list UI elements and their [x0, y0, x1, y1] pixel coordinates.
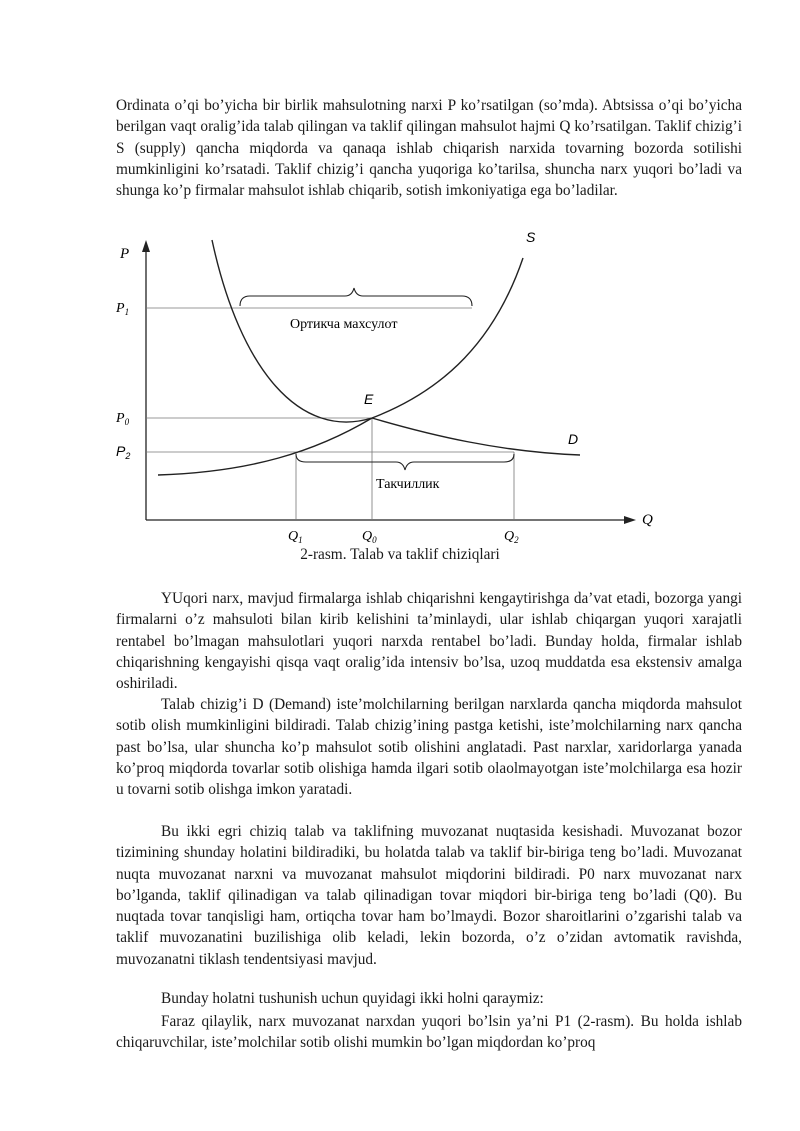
supply-demand-diagram	[100, 229, 680, 545]
shortage-label: Такчиллик	[376, 477, 440, 492]
surplus-label: Ортикча махсулот	[290, 317, 398, 332]
paragraph-suppose: Faraz qilaylik, narx muvozanat narxdan yuqori bo’lsin ya’ni P1 (2-rasm). Bu holda ishlab chiqaruvchilar, iste’molchilar sotib olishi mumkin bo’lgan miqdordan ko’proq	[116, 1013, 742, 1052]
shortage-bracket	[296, 454, 514, 470]
paragraph-demand: Talab chizig’i D (Demand) iste’molchilarning berilgan narxlarda qancha miqdorda mahsulot sotib olish mumkinligini bildiradi. Talab chizig’ining pastga ketishi, iste’molchilarning narx qancha past bo’lsa, ular shuncha ko’p mahsulot sotib olishini anglatadi. Past narxlar, xaridorlarga yanada ko’proq miqdorda tovarlar sotib olishiga hamda ilgari sotib olaolmayotgan iste’molchilarga esa hozir u tovarni sotib olishga imkon yaratadi.	[116, 696, 742, 799]
q1-label: $Q_1$	[288, 529, 303, 545]
demand-curve-visible	[158, 413, 580, 475]
paragraph-two-cases: Bunday holatni tushunish uchun quyidagi ikki holni qaraymiz:	[161, 990, 544, 1007]
surplus-bracket	[240, 288, 472, 306]
axis-p-label: P	[120, 246, 130, 262]
axis-q-label: Q	[642, 512, 653, 528]
demand-curve	[158, 240, 383, 475]
paragraph-intro: Ordinata o’qi bo’yicha bir birlik mahsulotning narxi P ko’rsatilgan (so’mda). Abtsissa o’qi bo’yicha berilgan vaqt oralig’ida talab qilingan va taklif qilingan mahsulot hajmi Q ko’rsatilgan. Taklif chizig’i S (supply) qancha miqdorda va qanaqa ishlab chiqarish narxida tovarning bozorda sotilishi mumkinligini ko’rsatadi. Taklif chizig’i qancha yuqoriga ko’tarilsa, shuncha narx yuqori bo’ladi va shunga ko’p firmalar mahsulot ishlab chiqarib, sotish imkoniyatiga ega bo’ladilar.	[116, 97, 742, 200]
p0-label: $P_0$	[116, 411, 130, 427]
p2-label: $P_2$	[116, 443, 131, 461]
lower-curve	[158, 418, 372, 475]
demand-curve-path	[158, 418, 372, 475]
q0-label: $Q_0$	[362, 529, 377, 545]
demand-curve-line	[158, 412, 399, 475]
demand-curve-shape	[372, 418, 580, 455]
q2-label: $Q_2$	[504, 529, 519, 545]
paragraph-high-price: YUqori narx, mavjud firmalarga ishlab chiqarishni kengaytirishga da’vat etadi, bozorga yangi firmalarni o’z mahsuloti bilan kirib kelishini ta’minlaydi, ular ishlab chiqargan yuqori xarajatli rentabel bo’lmagan mahsulotlari yuqori narxda rentabel bo’ladi. Bunday holda, firmalar ishlab chiqarishning kengayishi qisqa vaqt oralig’ida intensiv bo’lsa, uzoq muddatda esa ekstensiv amalga oshiriladi.	[116, 590, 742, 693]
demand-line	[158, 418, 408, 475]
p-axis-arrow	[142, 240, 150, 252]
demand-curve-label: D	[568, 431, 579, 447]
paragraph-equilibrium: Bu ikki egri chiziq talab va taklifning muvozanat nuqtasida kesishadi. Muvozanat bozor tizimining shunday holatini bildiradiki, bu holatda talab va taklif bir-biriga teng bo’ladi. Muvozanat nuqta muvozanat narxni va muvozanat mahsulot miqdorini bildiradi. P0 narx muvozanat narx bo’lganda, taklif qilinadigan va talab qilinadigan tovar miqdori bir-biriga teng bo’ladi (Q0). Bu nuqtada tovar tanqisligi ham, ortiqcha tovar ham bo’lmaydi. Bozor sharoitlarini o’zgarishi talab va taklif muvozanatini buzilishiga olib keladi, lekin bozorda, o’z o’zidan avtomatik ravishda, muvozanatni tiklash tendentsiyasi mavjud.	[116, 823, 742, 968]
equilibrium-point-label: E	[364, 391, 374, 407]
q-axis-arrow	[624, 516, 636, 524]
p1-label: $P_1$	[116, 301, 130, 317]
d-curve	[158, 418, 580, 475]
demand-curve-drawn	[158, 418, 372, 475]
figure-caption: 2-rasm. Talab va taklif chiziqlari	[300, 546, 500, 563]
demand-curve-left	[158, 418, 372, 475]
supply-curve-label: S	[526, 229, 536, 245]
